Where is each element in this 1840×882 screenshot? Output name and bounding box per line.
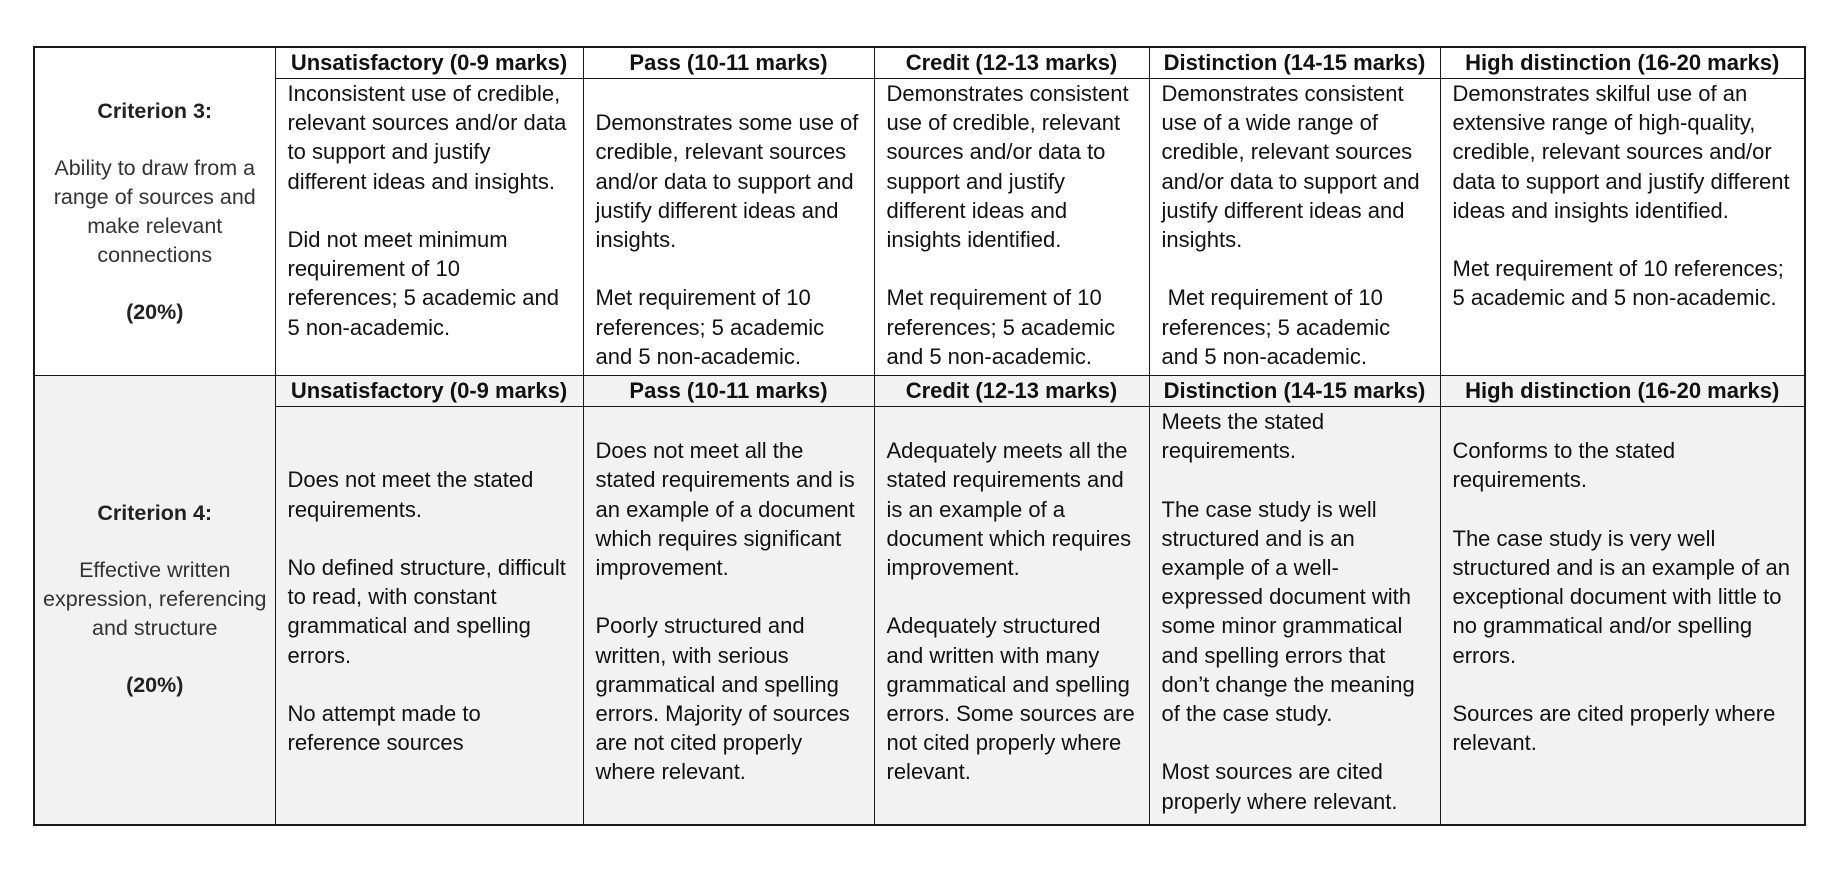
criterion-3-cell — [34, 47, 275, 376]
criterion-4-credit-cell: Adequately meets all the stated requirements and is an example of a document which requires improvement. Adequately structured and written with many grammatical and spelling errors. Some sources are not cited properly where relevant. — [874, 407, 1149, 825]
criterion-description: Ability to draw from a range of sources and make relevant connections — [53, 155, 256, 267]
content-row-criterion-3 — [34, 79, 1805, 376]
column-header-distinction: Distinction (14-15 marks) — [1149, 376, 1440, 407]
column-header-pass: Pass (10-11 marks) — [583, 47, 874, 79]
rubric-table — [33, 46, 1806, 826]
criterion-4-distinction-cell: Meets the stated requirements. The case study is well structured and is an example of a well-expressed document with some minor grammatical and spelling errors that don’t change the meaning of the case study. Most sources are cited properly where relevant. — [1149, 407, 1440, 825]
column-header-high-distinction: High distinction (16-20 marks) — [1440, 47, 1805, 79]
column-header-high-distinction: High distinction (16-20 marks) — [1440, 376, 1805, 407]
criterion-description: Effective written expression, referencing and structure — [43, 558, 267, 641]
content-row-criterion-4 — [34, 407, 1805, 825]
column-header-credit: Credit (12-13 marks) — [874, 47, 1149, 79]
criterion-4-unsatisfactory-cell: Does not meet the stated requirements. No defined structure, difficult to read, with constant grammatical and spelling errors. No attempt made to reference sources — [275, 407, 583, 825]
criterion-3-credit-cell: Demonstrates consistent use of credible, relevant sources and/or data to support and justify different ideas and insights identified. Met requirement of 10 references; 5 academic and 5 non-academic. — [874, 79, 1149, 376]
criterion-3-distinction-cell: Demonstrates consistent use of a wide range of credible, relevant sources and/or data to support and justify different ideas and insights. Met requirement of 10 references; 5 academic and 5 non-academic. — [1149, 79, 1440, 376]
header-row-criterion-3 — [34, 47, 1805, 79]
criterion-title: Criterion 4: — [97, 501, 213, 526]
criterion-4-high-distinction-cell: Conforms to the stated requirements. The case study is very well structured and is an example of an exceptional document with little to no grammatical and/or spelling errors. Sources are cited properly where relevant. — [1440, 407, 1805, 825]
header-row-criterion-4 — [34, 376, 1805, 407]
column-header-unsatisfactory: Unsatisfactory (0-9 marks) — [275, 47, 583, 79]
criterion-4-pass-cell: Does not meet all the stated requirements and is an example of a document which requires significant improvement. Poorly structured and written, with serious grammatical and spelling errors. Majority of sources are not cited properly where relevant. — [583, 407, 874, 825]
criterion-3-unsatisfactory-cell: Inconsistent use of credible, relevant sources and/or data to support and justify different ideas and insights. Did not meet minimum requirement of 10 references; 5 academic and 5 non-academic. — [275, 79, 583, 376]
criterion-3-pass-cell: Demonstrates some use of credible, relevant sources and/or data to support and justify different ideas and insights. Met requirement of 10 references; 5 academic and 5 non-academic. — [583, 79, 874, 376]
criterion-4-cell — [34, 376, 275, 825]
criterion-3-high-distinction-cell: Demonstrates skilful use of an extensive range of high-quality, credible, relevant sources and/or data to support and justify different ideas and insights identified. Met requirement of 10 references; 5 academic and 5 non-academic. — [1440, 79, 1805, 376]
column-header-credit: Credit (12-13 marks) — [874, 376, 1149, 407]
column-header-distinction: Distinction (14-15 marks) — [1149, 47, 1440, 79]
criterion-title: Criterion 3: — [97, 98, 213, 123]
column-header-unsatisfactory: Unsatisfactory (0-9 marks) — [275, 376, 583, 407]
column-header-pass: Pass (10-11 marks) — [583, 376, 874, 407]
criterion-weight: (20%) — [126, 299, 184, 324]
criterion-weight: (20%) — [126, 673, 184, 698]
